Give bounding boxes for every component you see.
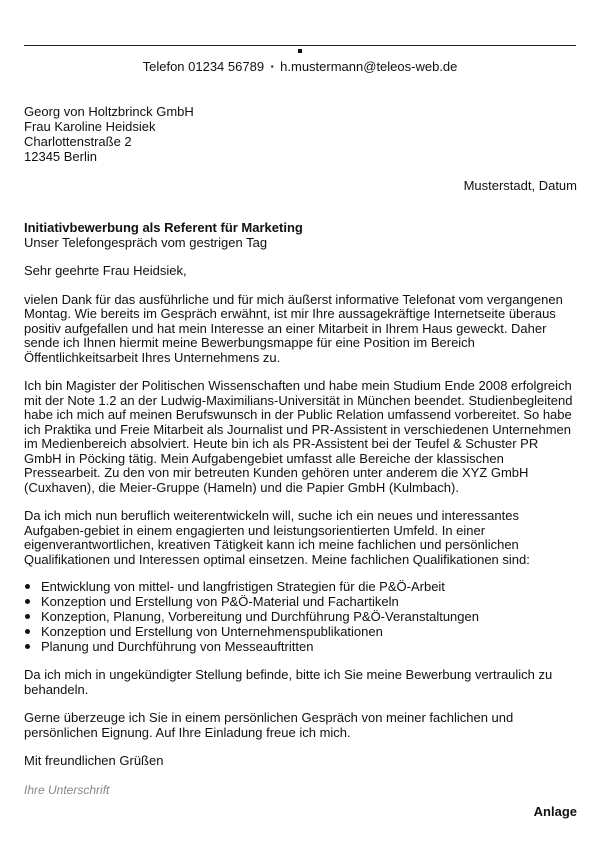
recipient-city: 12345 Berlin bbox=[24, 149, 97, 164]
list-item: Konzeption und Erstellung von Unternehmenspublikationen bbox=[24, 624, 576, 639]
subject-reference: Unser Telefongespräch vom gestrigen Tag bbox=[24, 234, 268, 250]
paragraph-intro: vielen Dank für das ausführliche und für mich äußerst informative Telefonat vom vergangenen Montag. Wie bereits im Gespräch erwähnt, ist mir Ihre aussagekräftige Internetseite überaus positiv aufgefallen und hat mein Interesse an einer Mitarbeit in Ihrem Haus geweckt. Daher sende ich Ihnen hiermit meine Bewerbungsmappe für eine Position im Bereich Öffentlichkeitsarbeit Ihres Unternehmens zu. bbox=[24, 291, 563, 365]
email-address: h.mustermann@teleos-web.de bbox=[280, 59, 458, 74]
list-item: Entwicklung von mittel- und langfristigen Strategien für die P&Ö-Arbeit bbox=[24, 579, 576, 594]
enclosure-label: Anlage bbox=[533, 804, 577, 819]
bullet-icon bbox=[25, 599, 30, 604]
place-date: Musterstadt, Datum bbox=[463, 178, 577, 193]
paragraph-background: Ich bin Magister der Politischen Wissenschaften und habe mein Studium Ende 2008 erfolgreich mit der Note 1.2 an der Ludwig-Maximilians-Universität in München beendet. Studienbegleitend habe ich mich auf meinen Berufswunsch in der Public Relation umfassend vorbereitet. So habe ich Praktika und Freie Mitarbeit als Journalist und PR-Assistent in verschiedenen Unternehmen im Medienbereich absolviert. Heute bin ich als PR-Assistent bei der Teufel & Schuster PR GmbH in Pöcking tätig. Mein Aufgabengebiet umfasst alle Bereiche der klassischen Pressearbeit. Zu den von mir betreuten Kunden gehören unter anderem die XYZ GmbH (Cuxhaven), die Meier-Gruppe (Hameln) und die Papier GmbH (Kulmbach). bbox=[24, 378, 573, 495]
list-item: Planung und Durchführung von Messeauftritten bbox=[24, 639, 576, 654]
signature-placeholder: Ihre Unterschrift bbox=[24, 782, 110, 797]
recipient-company: Georg von Holtzbrinck GmbH bbox=[24, 104, 194, 119]
header-rule bbox=[24, 45, 576, 46]
paragraph-motivation: Da ich mich nun beruflich weiterentwickeln will, suche ich ein neues und interessantes Aufgaben-gebiet in einem engagierten und leistungsorientierten Umfeld. In einer eigenverantwortlichen, kreativen Tätigkeit kann ich meine fachlichen und persönlichen Qualifikationen und Interessen optimal einsetzen. Meine fachlichen Qualifikationen sind: bbox=[24, 508, 530, 567]
recipient-person: Frau Karoline Heidsiek bbox=[24, 119, 156, 134]
letter-body bbox=[24, 221, 576, 797]
bullet-icon bbox=[25, 644, 30, 649]
qualifications-list bbox=[24, 579, 576, 654]
list-item: Konzeption, Planung, Vorbereitung und Durchführung P&Ö-Veranstaltungen bbox=[24, 609, 576, 624]
subject-line: Initiativbewerbung als Referent für Marketing bbox=[24, 220, 303, 235]
separator-square-icon: ▪ bbox=[270, 62, 274, 71]
contact-line bbox=[24, 59, 576, 74]
bullet-icon bbox=[25, 584, 30, 589]
closing: Mit freundlichen Grüßen bbox=[24, 753, 164, 768]
paragraph-interview: Gerne überzeuge ich Sie in einem persönlichen Gespräch von meiner fachlichen und persönlichen Eignung. Auf Ihre Einladung freue ich mich. bbox=[24, 710, 514, 740]
paragraph-confidential: Da ich mich in ungekündigter Stellung befinde, bitte ich Sie meine Bewerbung vertraulich zu behandeln. bbox=[24, 667, 553, 697]
bullet-icon bbox=[25, 629, 30, 634]
header-dot-icon bbox=[298, 49, 302, 53]
bullet-icon bbox=[25, 614, 30, 619]
list-item: Konzeption und Erstellung von P&Ö-Material und Fachartikeln bbox=[24, 594, 576, 609]
recipient-street: Charlottenstraße 2 bbox=[24, 134, 132, 149]
phone-number: Telefon 01234 56789 bbox=[142, 59, 265, 74]
salutation: Sehr geehrte Frau Heidsiek, bbox=[24, 263, 187, 278]
recipient-address bbox=[24, 104, 194, 164]
